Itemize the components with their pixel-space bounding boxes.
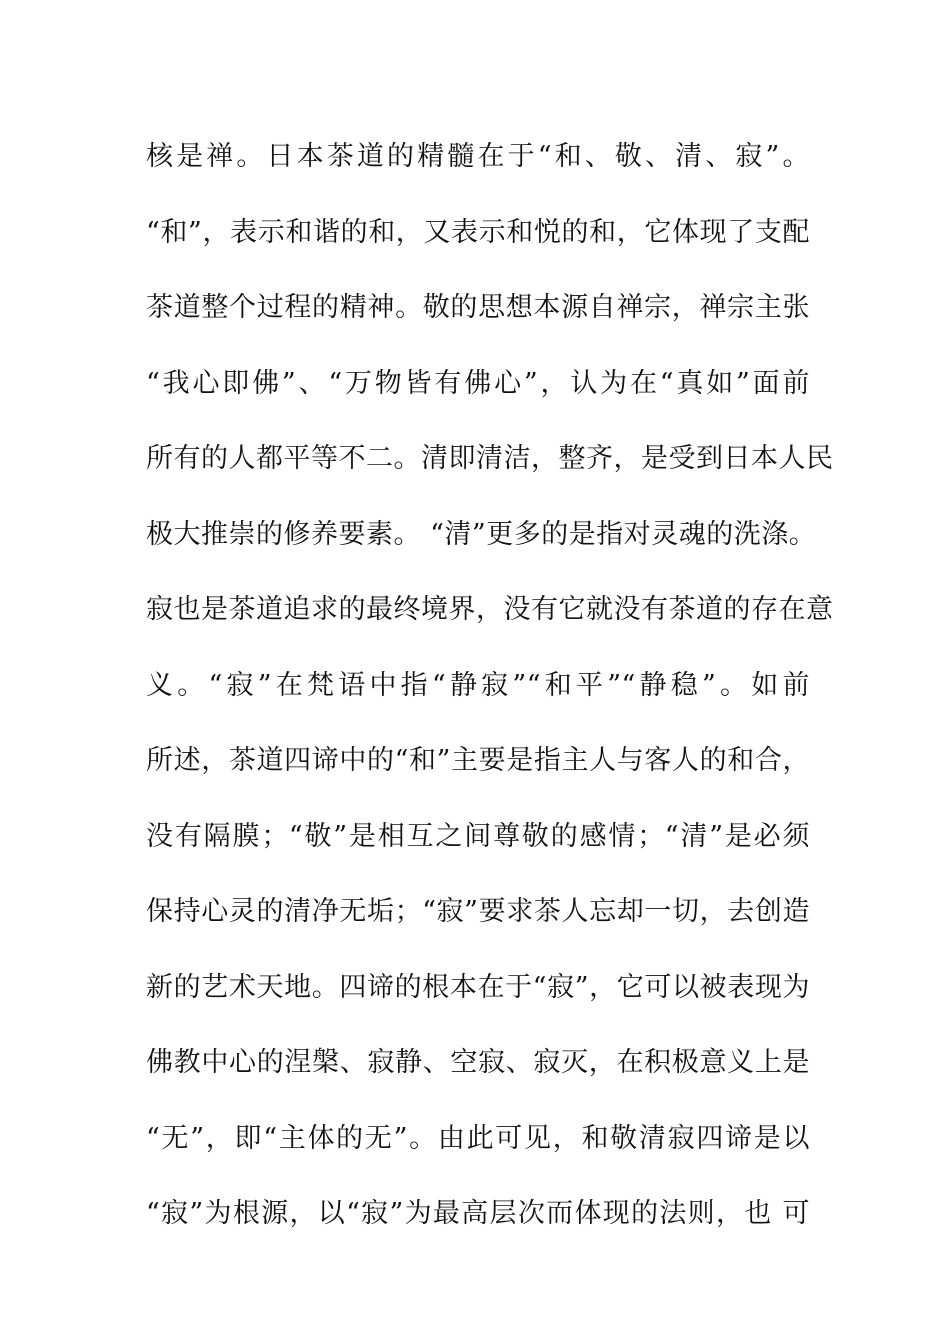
text-line: 佛教中心的涅槃、寂静、空寂、寂灭，在积极意义上是 (146, 1047, 810, 1078)
text-line: 所有的人都平等不二。清即清洁，整齐，是受到日本人民 (146, 443, 834, 474)
text-line: 寂也是茶道追求的最终境界，没有它就没有茶道的存在意 (146, 594, 834, 625)
text-line: 新的艺术天地。四谛的根本在于“寂”，它可以被表现为 (146, 971, 810, 1003)
text-line: 所述，茶道四谛中的“和”主要是指主人与客人的和合， (146, 745, 810, 776)
text-line: 没有隔膜；“敬”是相互之间尊敬的感情；“清”是必须 (146, 820, 810, 852)
text-line: 核是禅。日本茶道的精髓在于“和、敬、清、寂”。 (146, 141, 810, 172)
text-line: 极大推崇的修养要素。 “清”更多的是指对灵魂的洗涤。 (146, 518, 817, 550)
text-line: 义。“寂”在梵语中指“静寂”“和平”“静稳”。如前 (146, 669, 810, 701)
text-line: “我心即佛”、“万物皆有佛心”，认为在“真如”面前 (146, 367, 810, 399)
body-text (146, 132, 834, 1265)
text-line: 茶道整个过程的精神。敬的思想本源自禅宗，禅宗主张 (146, 292, 810, 323)
text-line: “和”，表示和谐的和，又表示和悦的和，它体现了支配 (146, 216, 810, 248)
text-line: 保持心灵的清净无垢；“寂”要求茶人忘却一切，去创造 (146, 896, 810, 927)
text-line: “无”，即“主体的无”。由此可见，和敬清寂四谛是以 (146, 1122, 810, 1154)
text-line: “寂”为根源，以“寂”为最高层次而体现的法则，也 可 (146, 1198, 810, 1229)
